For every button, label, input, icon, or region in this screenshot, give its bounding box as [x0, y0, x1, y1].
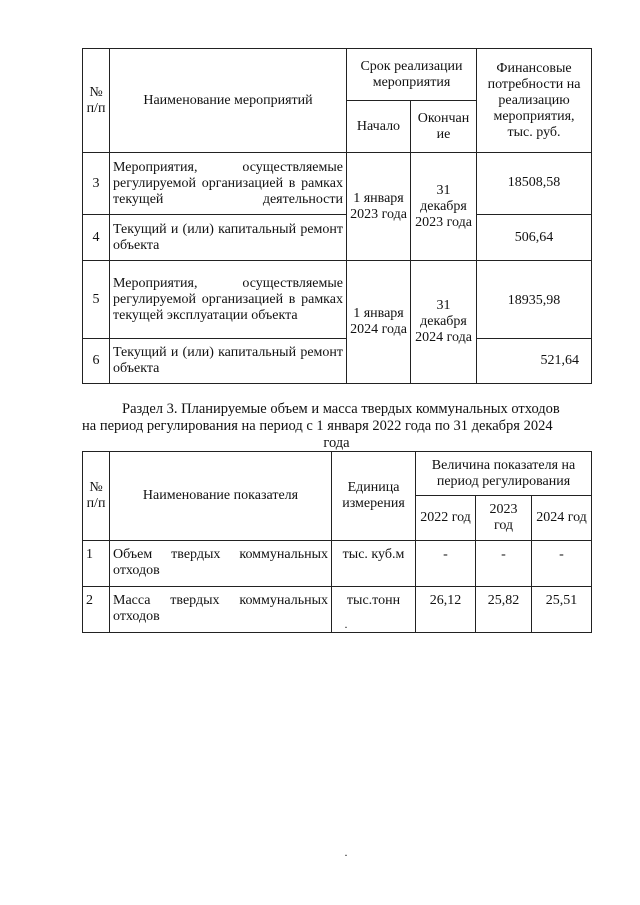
row-end: 31 декабря 2024 года — [411, 261, 477, 384]
row-unit: тыс.тонн — [332, 587, 416, 633]
row-finance: 506,64 — [477, 215, 592, 261]
row-end: 31 декабря 2023 года — [411, 153, 477, 261]
row-value-2024: - — [532, 541, 592, 587]
table-row — [83, 339, 592, 384]
header-value: Величина показателя на период регулирования — [416, 452, 592, 496]
row-num: 5 — [83, 261, 110, 339]
row-num: 2 — [83, 587, 110, 633]
row-finance: 18508,58 — [477, 153, 592, 215]
row-start: 1 января 2024 года — [347, 261, 411, 384]
header-num: № п/п — [83, 49, 110, 153]
header-activity-name: Наименование мероприятий — [110, 49, 347, 153]
row-finance: 521,64 — [477, 339, 592, 384]
row-num: 4 — [83, 215, 110, 261]
section-3-line-1: Раздел 3. Планируемые объем и масса твердых коммунальных отходов — [122, 401, 560, 417]
header-term: Срок реализации мероприятия — [347, 49, 477, 101]
header-end: Окончан ие — [411, 101, 477, 153]
scan-speck: · — [344, 620, 348, 634]
activities-table — [82, 48, 592, 384]
row-activity-name: Текущий и (или) капитальный ремонт объекта — [110, 215, 347, 261]
row-value-2023: - — [476, 541, 532, 587]
row-value-2022: 26,12 — [416, 587, 476, 633]
section-3-line-3: года — [323, 435, 350, 451]
section-3-heading — [82, 401, 591, 452]
row-value-2022: - — [416, 541, 476, 587]
header-finance: Финансовые потребности на реализацию мероприятия, тыс. руб. — [477, 49, 592, 153]
table-row — [83, 153, 592, 215]
header-year-2022: 2022 год — [416, 496, 476, 541]
row-num: 1 — [83, 541, 110, 587]
header-year-2023: 2023 год — [476, 496, 532, 541]
table-row — [83, 261, 592, 339]
row-activity-name: Текущий и (или) капитальный ремонт объекта — [110, 339, 347, 384]
table-row — [83, 541, 592, 587]
table-row — [83, 587, 592, 633]
row-value-2024: 25,51 — [532, 587, 592, 633]
row-finance: 18935,98 — [477, 261, 592, 339]
header-num: № п/п — [83, 452, 110, 541]
header-start: Начало — [347, 101, 411, 153]
row-indicator-name: Объем твердых коммунальных отходов — [110, 541, 332, 587]
row-num: 6 — [83, 339, 110, 384]
row-activity-name: Мероприятия, осуществляемые регулируемой организацией в рамках текущей деятельности — [110, 153, 347, 215]
row-num: 3 — [83, 153, 110, 215]
waste-indicators-table — [82, 451, 592, 633]
header-unit: Единица измерения — [332, 452, 416, 541]
row-activity-name: Мероприятия, осуществляемые регулируемой организацией в рамках текущей эксплуатации объекта — [110, 261, 347, 339]
row-start: 1 января 2023 года — [347, 153, 411, 261]
row-unit: тыс. куб.м — [332, 541, 416, 587]
scan-speck: · — [344, 848, 348, 862]
header-year-2024: 2024 год — [532, 496, 592, 541]
header-indicator-name: Наименование показателя — [110, 452, 332, 541]
table-row — [83, 215, 592, 261]
section-3-line-2: на период регулирования на период с 1 января 2022 года по 31 декабря 2024 — [82, 418, 553, 434]
row-value-2023: 25,82 — [476, 587, 532, 633]
row-indicator-name: Масса твердых коммунальных отходов — [110, 587, 332, 633]
